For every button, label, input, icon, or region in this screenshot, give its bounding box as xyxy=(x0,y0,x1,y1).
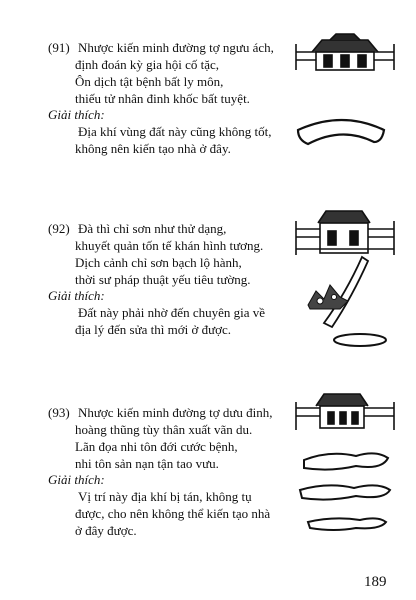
verse-line: nhi tôn sản nạn tận tao vưu. xyxy=(75,456,219,471)
explanation-line: được, cho nên không thể kiến tạo nhà xyxy=(75,506,271,521)
explanation-line: ở đây được. xyxy=(75,523,137,538)
house-icon xyxy=(296,34,394,70)
explanation-line: Đất này phải nhờ đến chuyên gia về xyxy=(78,305,266,320)
verse-line: Ôn dịch tật bệnh bất ly môn, xyxy=(75,74,224,89)
verse-line: hoàng thũng tùy thân xuất vãn du. xyxy=(75,422,253,437)
wavy-band xyxy=(304,453,388,469)
house-icon xyxy=(296,394,394,430)
explanation-label: Giải thích: xyxy=(48,472,105,487)
illustration-93 xyxy=(290,390,400,550)
entry-number: (93) xyxy=(48,405,70,420)
verse-line: Nhược kiến minh đường tợ ngưu ách, xyxy=(78,40,274,55)
house-icon xyxy=(296,211,394,255)
explanation-label: Giải thích: xyxy=(48,288,105,303)
verse-line: Nhược kiến minh đường tợ dưu đinh, xyxy=(78,405,273,420)
verse-line: thiếu tử nhân đinh khốc bất tuyệt. xyxy=(75,91,250,106)
entry-number: (92) xyxy=(48,221,70,236)
verse-line: Dịch cảnh chỉ sơn bạch lộ hành, xyxy=(75,255,242,270)
explanation-label: Giải thích: xyxy=(48,107,105,122)
page-number: 189 xyxy=(364,574,387,590)
verse-line: Đà thì chỉ sơn như thử dạng, xyxy=(78,221,227,236)
illustration-91 xyxy=(290,30,400,170)
explanation-line: Địa khí vùng đất này cũng không tốt, xyxy=(78,124,272,139)
crescent-shape xyxy=(298,120,384,144)
oval-shape xyxy=(334,334,386,346)
explanation-line: địa lý đến sửa thì mới ở được. xyxy=(75,322,232,337)
verse-line: khuyết quản tốn tế khán hình tương. xyxy=(75,238,264,253)
verse-line: thời sư pháp thuật yếu tiêu tường. xyxy=(75,272,251,287)
verse-line: Lãn đọa nhi tôn đới cước bệnh, xyxy=(75,439,238,454)
explanation-line: không nên kiến tạo nhà ở đây. xyxy=(75,141,231,156)
explanation-line: Vị trí này địa khí bị tán, không tụ xyxy=(78,489,252,504)
illustration-92 xyxy=(290,205,400,355)
entry-number: (91) xyxy=(48,40,70,55)
verse-line: định đoán kỳ gia hội cố tặc, xyxy=(75,57,220,72)
wavy-band xyxy=(308,518,386,530)
wavy-band xyxy=(300,485,390,499)
